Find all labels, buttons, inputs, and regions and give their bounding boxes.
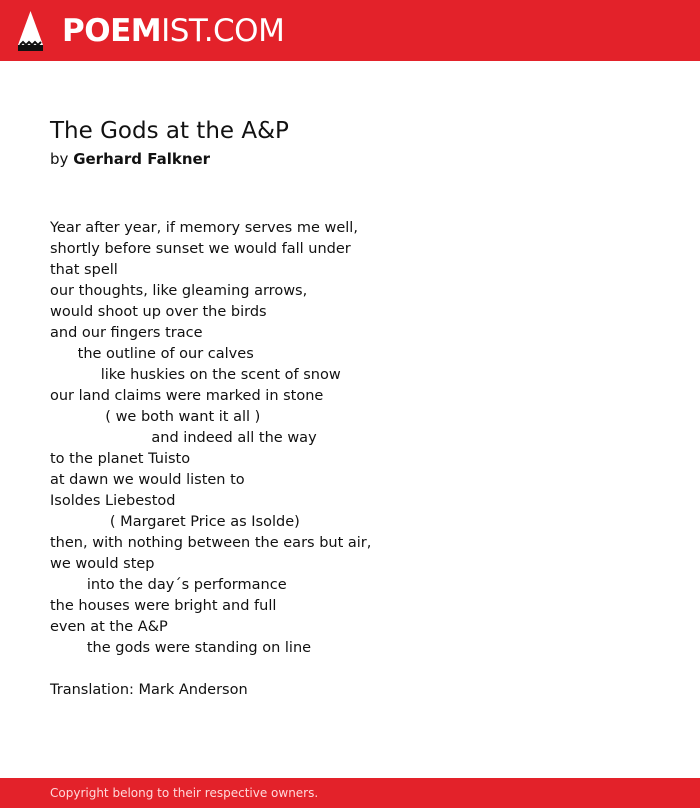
poem-line: the gods were standing on line <box>50 640 312 656</box>
site-logo[interactable] <box>62 11 284 51</box>
poem-line: into the day´s performance <box>50 577 287 593</box>
poem-line: at dawn we would listen to <box>50 472 245 488</box>
copyright-text: Copyright belong to their respective owners. <box>50 786 319 800</box>
poem-body <box>50 218 650 659</box>
byline <box>50 148 210 170</box>
poem-line: the outline of our calves <box>50 346 254 362</box>
poem-line: Year after year, if memory serves me well, <box>50 220 358 236</box>
poem-line: ( Margaret Price as Isolde) <box>50 514 300 530</box>
poem-line: our thoughts, like gleaming arrows, <box>50 283 308 299</box>
translation-credit: Translation: Mark Anderson <box>50 682 248 698</box>
poem-line: would shoot up over the birds <box>50 304 267 320</box>
logo-bold-text: POEM <box>62 13 162 49</box>
poem-line: and indeed all the way <box>50 430 317 446</box>
poem-line: our land claims were marked in stone <box>50 388 324 404</box>
site-header <box>0 0 700 61</box>
poem-line: to the planet Tuisto <box>50 451 191 467</box>
poem-line: that spell <box>50 262 118 278</box>
poem-line: shortly before sunset we would fall under <box>50 241 351 257</box>
poem-line: then, with nothing between the ears but air, <box>50 535 372 551</box>
poem-title: The Gods at the A&P <box>50 118 289 144</box>
poem-line: ( we both want it all ) <box>50 409 261 425</box>
by-label: by <box>50 150 69 168</box>
poem-line: Isoldes Liebestod <box>50 493 176 509</box>
site-footer <box>0 778 700 808</box>
logo-light-text: IST.COM <box>161 13 285 49</box>
poem-line: we would step <box>50 556 155 572</box>
poem-line: even at the A&P <box>50 619 168 635</box>
author-name[interactable]: Gerhard Falkner <box>73 150 211 168</box>
poem-line: the houses were bright and full <box>50 598 277 614</box>
pencil-icon[interactable] <box>18 11 43 51</box>
poem-line: and our fingers trace <box>50 325 203 341</box>
poem-line: like huskies on the scent of snow <box>50 367 341 383</box>
